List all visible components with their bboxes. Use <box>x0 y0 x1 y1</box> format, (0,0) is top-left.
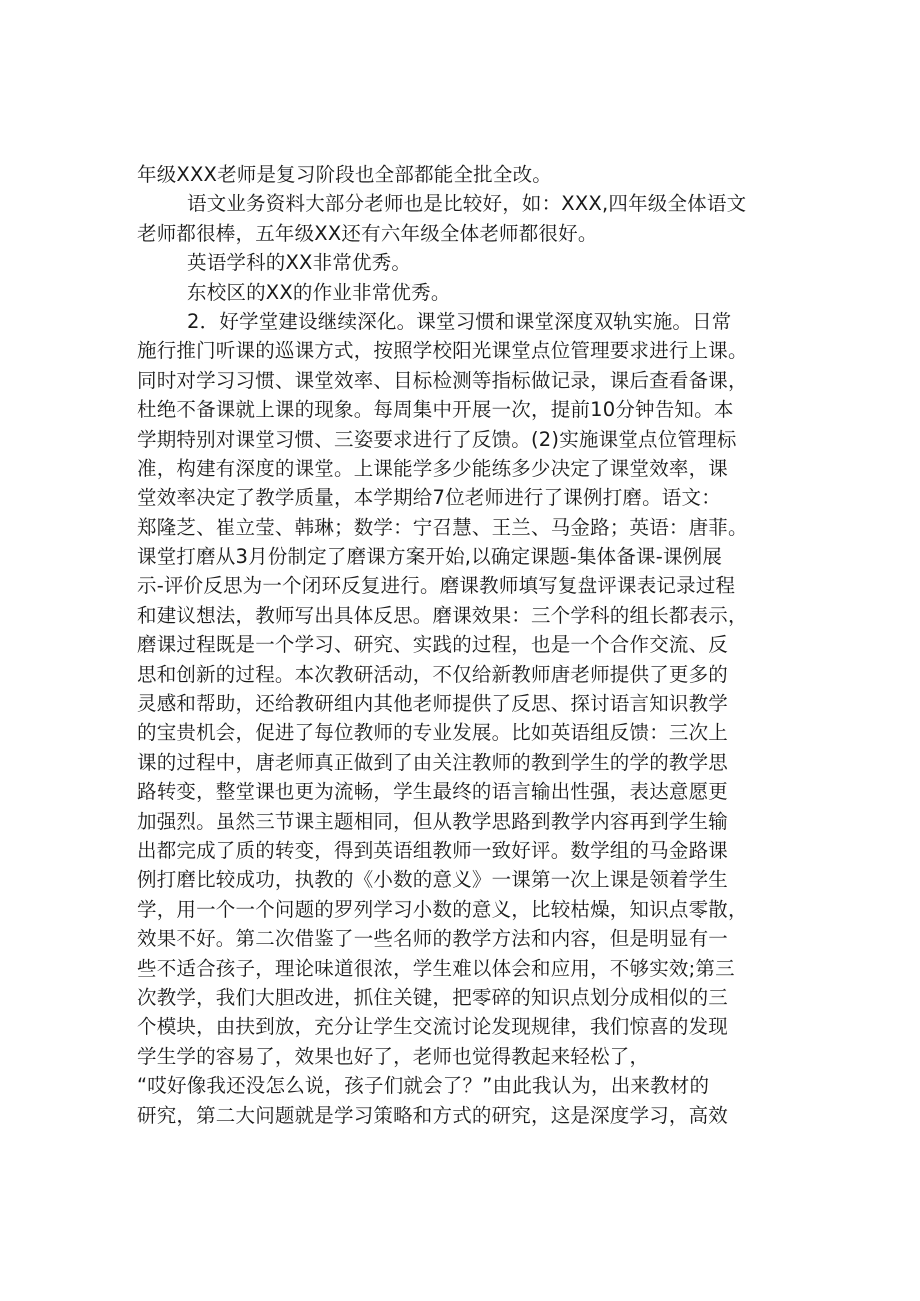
text-line: 2．好学堂建设继续深化。课堂习惯和课堂深度双轨实施。日常 <box>187 309 732 333</box>
text-line: 东校区的XX的作业非常优秀。 <box>187 280 451 304</box>
text-line: 学，用一个一个问题的罗列学习小数的意义，比较枯燥，知识点零散， <box>137 897 748 921</box>
text-line: 个模块，由扶到放，充分让学生交流讨论发现规律，我们惊喜的发现 <box>137 1015 729 1039</box>
text-line: 郑隆芝、崔立莹、韩琳；数学：宁召慧、王兰、马金路；英语：唐菲。 <box>137 515 748 539</box>
body-text <box>137 160 797 1130</box>
text-line: 示-评价反思为一个闭环反复进行。磨课教师填写复盘评课表记录过程 <box>137 574 736 598</box>
text-line: 英语学科的XX非常优秀。 <box>187 251 412 275</box>
text-line: 学期特别对课堂习惯、三姿要求进行了反馈。(2)实施课堂点位管理标 <box>137 427 737 451</box>
text-line: “哎好像我还没怎么说，孩子们就会了？”由此我认为，出来教材的 <box>137 1074 710 1098</box>
text-line: 学生学的容易了，效果也好了，老师也觉得教起来轻松了， <box>137 1044 650 1068</box>
text-line: 出都完成了质的转变，得到英语组教师一致好评。数学组的马金路课 <box>137 838 729 862</box>
text-line: 些不适合孩子，理论味道很浓，学生难以体会和应用，不够实效;第三 <box>137 956 735 980</box>
text-line: 的宝贵机会，促进了每位教师的专业发展。比如英语组反馈：三次上 <box>137 721 729 745</box>
text-line: 磨课过程既是一个学习、研究、实践的过程，也是一个合作交流、反 <box>137 633 729 657</box>
text-line: 年级XXX老师是复习阶段也全部都能全批全改。 <box>137 163 552 186</box>
text-line: 路转变，整堂课也更为流畅，学生最终的语言输出性强，表达意愿更 <box>137 780 729 804</box>
text-line: 课堂打磨从3月份制定了磨课方案开始,以确定课题-集体备课-课例展 <box>137 545 723 569</box>
text-line: 例打磨比较成功，执教的《小数的意义》一课第一次上课是领着学生 <box>137 868 729 892</box>
text-line: 老师都很棒，五年级XX还有六年级全体老师都很好。 <box>137 221 598 245</box>
text-line: 效果不好。第二次借鉴了一些名师的教学方法和内容，但是明显有一 <box>137 927 729 951</box>
text-line: 灵感和帮助，还给教研组内其他老师提供了反思、探讨语言知识教学 <box>137 692 729 716</box>
text-line: 堂效率决定了教学质量，本学期给7位老师进行了课例打磨。语文： <box>137 486 721 510</box>
text-line: 课的过程中，唐老师真正做到了由关注教师的教到学生的学的教学思 <box>137 750 729 774</box>
text-line: 杜绝不备课就上课的现象。每周集中开展一次，提前10分钟告知。本 <box>137 398 734 422</box>
text-line: 语文业务资料大部分老师也是比较好，如：XXX,四年级全体语文 <box>187 192 747 216</box>
text-line: 施行推门听课的巡课方式，按照学校阳光课堂点位管理要求进行上课。 <box>137 339 748 363</box>
text-line: 研究，第二大问题就是学习策略和方式的研究，这是深度学习，高效 <box>137 1103 729 1127</box>
text-line: 次教学，我们大胆改进，抓住关键，把零碎的知识点划分成相似的三 <box>137 985 729 1009</box>
text-line: 加强烈。虽然三节课主题相同，但从教学思路到教学内容再到学生输 <box>137 809 729 833</box>
text-line: 思和创新的过程。本次教研活动，不仅给新教师唐老师提供了更多的 <box>137 662 729 686</box>
text-line: 准，构建有深度的课堂。上课能学多少能练多少决定了课堂效率，课 <box>137 456 729 480</box>
text-line: 同时对学习习惯、课堂效率、目标检测等指标做记录，课后查看备课， <box>137 368 748 392</box>
text-line: 和建议想法，教师写出具体反思。磨课效果：三个学科的组长都表示， <box>137 603 748 627</box>
